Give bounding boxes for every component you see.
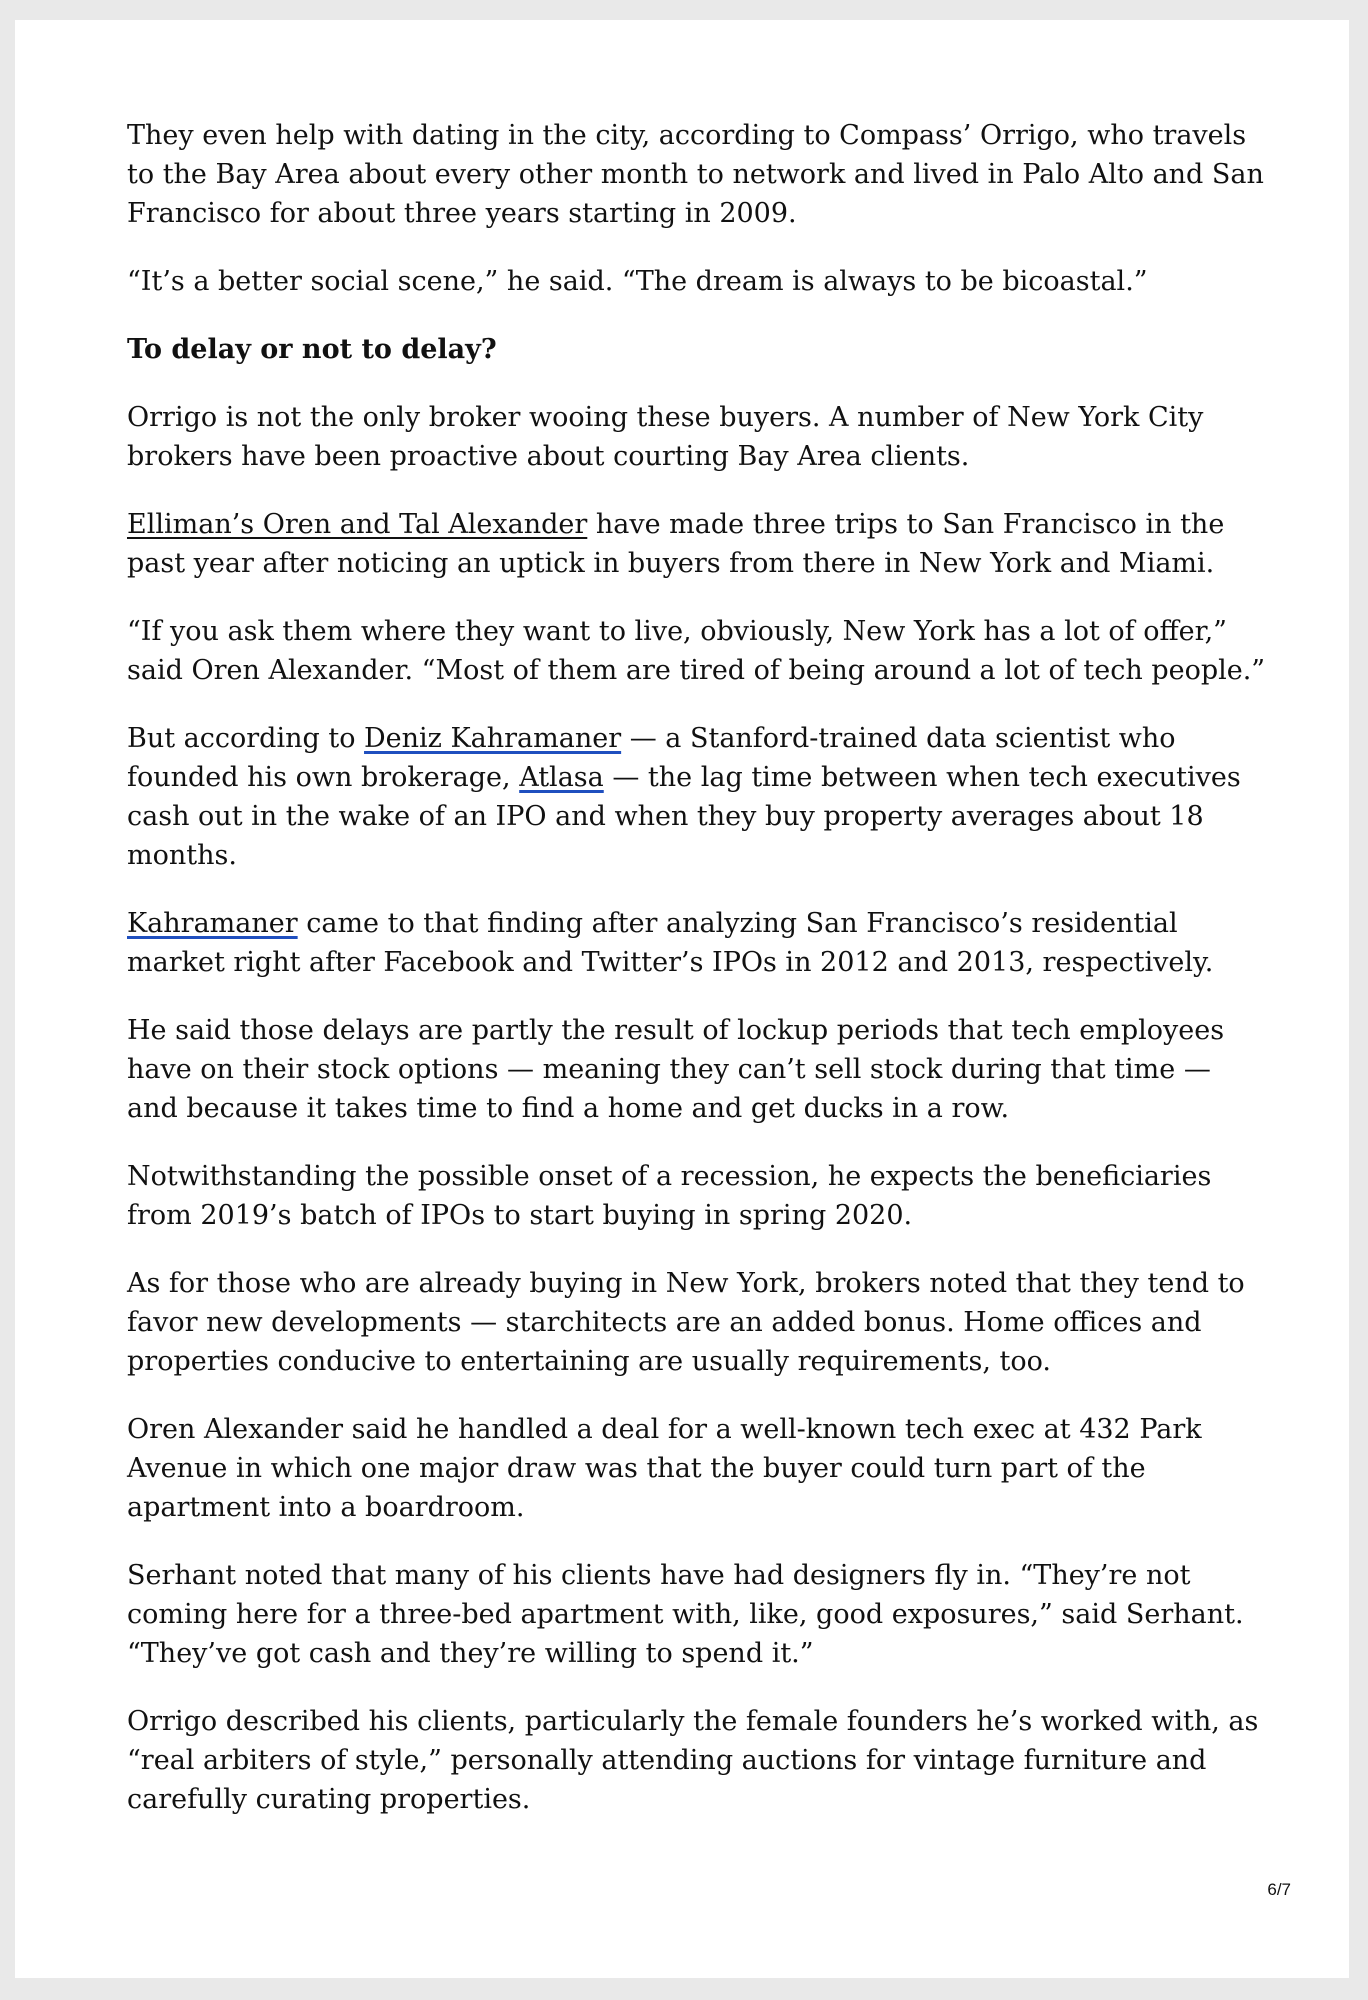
- paragraph-brokers-wooing: Orrigo is not the only broker wooing these buyers. A number of New York City brokers have been proactive about courting Bay Area clients.: [127, 402, 1204, 472]
- link-oren-tal-alexander[interactable]: Elliman’s Oren and Tal Alexander: [127, 509, 588, 540]
- paragraph-social-scene-quote: “It’s a better social scene,” he said. “The dream is always to be bicoastal.”: [127, 266, 1148, 297]
- section-heading: To delay or not to delay?: [127, 334, 497, 365]
- page-number: 6/7: [1267, 1880, 1291, 1899]
- document-page: [15, 20, 1349, 1978]
- paragraph-alexander-trips: Elliman’s Oren and Tal Alexander have made three trips to San Francisco in the past year after noticing an uptick in buyers from there in New York and Miami.: [127, 509, 1225, 579]
- paragraph-park-avenue-deal: Oren Alexander said he handled a deal for a well-known tech exec at 432 Park Avenue in which one major draw was that the buyer could turn part of the apartment into a boardroom.: [127, 1414, 1202, 1523]
- paragraph-dating: They even help with dating in the city, according to Compass’ Orrigo, who travels to the Bay Area about every other month to network and lived in Palo Alto and San Francisco for about three years starting in 2009.: [127, 120, 1264, 229]
- paragraph-lockup-periods: He said those delays are partly the result of lockup periods that tech employees have on their stock options — meaning they can’t sell stock during that time — and because it takes time to find a home and get ducks in a row.: [127, 1015, 1225, 1124]
- article-body: [127, 116, 1267, 1848]
- paragraph-recession: Notwithstanding the possible onset of a recession, he expects the beneficiaries from 2019’s batch of IPOs to start buying in spring 2020.: [127, 1161, 1212, 1231]
- link-atlasa[interactable]: Atlasa: [519, 762, 604, 793]
- paragraph-kahramaner-lag: But according to Deniz Kahramaner — a Stanford-trained data scientist who founded his own brokerage, Atlasa — the lag time between when tech executives cash out in the wake of an IPO and when they buy property averages about 18 months.: [127, 723, 1241, 871]
- paragraph-new-developments: As for those who are already buying in New York, brokers noted that they tend to favor new developments — starchitects are an added bonus. Home offices and properties conducive to entertaining are usually requirements, too.: [127, 1268, 1245, 1377]
- paragraph-alexander-quote: “If you ask them where they want to live, obviously, New York has a lot of offer,” said Oren Alexander. “Most of them are tired of being around a lot of tech people.”: [127, 616, 1266, 686]
- link-kahramaner[interactable]: Kahramaner: [127, 908, 298, 939]
- link-deniz-kahramaner[interactable]: Deniz Kahramaner: [364, 723, 622, 754]
- paragraph-kahramaner-finding: Kahramaner came to that finding after analyzing San Francisco’s residential market right after Facebook and Twitter’s IPOs in 2012 and 2013, respectively.: [127, 908, 1214, 978]
- paragraph-serhant-designers: Serhant noted that many of his clients have had designers fly in. “They’re not coming here for a three-bed apartment with, like, good exposures,” said Serhant. “They’ve got cash and they’re willing to spend it.”: [127, 1560, 1244, 1669]
- paragraph-orrigo-clients: Orrigo described his clients, particularly the female founders he’s worked with, as “real arbiters of style,” personally attending auctions for vintage furniture and carefully curating properties.: [127, 1706, 1259, 1815]
